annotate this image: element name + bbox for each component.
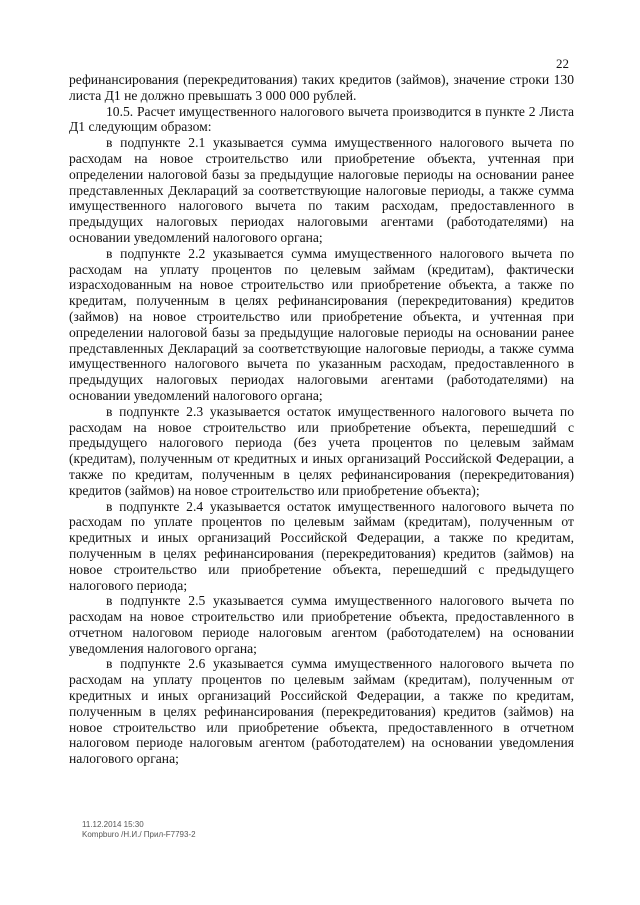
- paragraph-subitem-2-4: в подпункте 2.4 указывается остаток имущественного налогового вычета по расходам по уплате процентов по целевым займам (кредитам), полученным от кредитных и иных организаций Российской Федерации, а также по кредитам, полученным в целях рефинансирования (перекредитования) кредитов (займов) на новое строительство или приобретение объекта, перешедший с предыдущего налогового периода;: [69, 498, 574, 593]
- paragraph-subitem-2-1: в подпункте 2.1 указывается сумма имущественного налогового вычета по расходам на новое строительство или приобретение объекта, учтенная при определении налоговой базы за предыдущие налоговые периоды на основании ранее представленных Деклараций за соответствующие налоговые периоды, а также сумма имущественного налогового вычета по таким расходам, предоставленного в предыдущих налоговых периодах налоговыми агентами (работодателями) на основании уведомлений налогового органа;: [69, 135, 574, 245]
- document-footer: [82, 820, 196, 840]
- paragraph-subitem-2-2: в подпункте 2.2 указывается сумма имущественного налогового вычета по расходам на уплату процентов по целевым займам (кредитам), фактически израсходованным на новое строительство или приобретение объекта, а также по кредитам, полученным в целях рефинансирования (перекредитования) кредитов (займов) на новое строительство или приобретение объекта, и учтенная при определении налоговой базы за предыдущие налоговые периоды на основании ранее представленных Деклараций за соответствующие налоговые периоды, а также сумма имущественного налогового вычета по указанным расходам, предоставленного в предыдущих налоговых периодах налоговыми агентами (работодателями) на основании уведомлений налогового органа;: [69, 245, 574, 403]
- paragraph-10-5: 10.5. Расчет имущественного налогового вычета производится в пункте 2 Листа Д1 следующим образом:: [69, 103, 574, 135]
- document-body: [69, 72, 574, 767]
- paragraph-subitem-2-3: в подпункте 2.3 указывается остаток имущественного налогового вычета по расходам на новое строительство или приобретение объекта, перешедший с предыдущего налогового периода (без учета процентов по целевым займам (кредитам), полученным от кредитных и иных организаций Российской Федерации, а также по кредитам, полученным в целях рефинансирования (перекредитования) кредитов (займов) на новое строительство или приобретение объекта);: [69, 403, 574, 498]
- paragraph-subitem-2-5: в подпункте 2.5 указывается сумма имущественного налогового вычета по расходам на новое строительство или приобретение объекта, предоставленного в отчетном налоговом периоде налоговым агентом (работодателем) на основании уведомления налогового органа;: [69, 593, 574, 656]
- footer-file-reference: Kompburo /Н.И./ Прил-F7793-2: [82, 830, 196, 839]
- paragraph-continuation: рефинансирования (перекредитования) таких кредитов (займов), значение строки 130 листа Д1 не должно превышать 3 000 000 рублей.: [69, 72, 574, 103]
- footer-timestamp: 11.12.2014 15:30: [82, 820, 144, 829]
- page-number: 22: [556, 56, 569, 71]
- paragraph-subitem-2-6: в подпункте 2.6 указывается сумма имущественного налогового вычета по расходам на уплату процентов по целевым займам (кредитам), полученным от кредитных и иных организаций Российской Федерации, а также по кредитам, полученным в целях рефинансирования (перекредитования) кредитов (займов) на новое строительство или приобретение объекта, предоставленного в отчетном налоговом периоде налоговым агентом (работодателем) на основании уведомления налогового органа;: [69, 656, 574, 767]
